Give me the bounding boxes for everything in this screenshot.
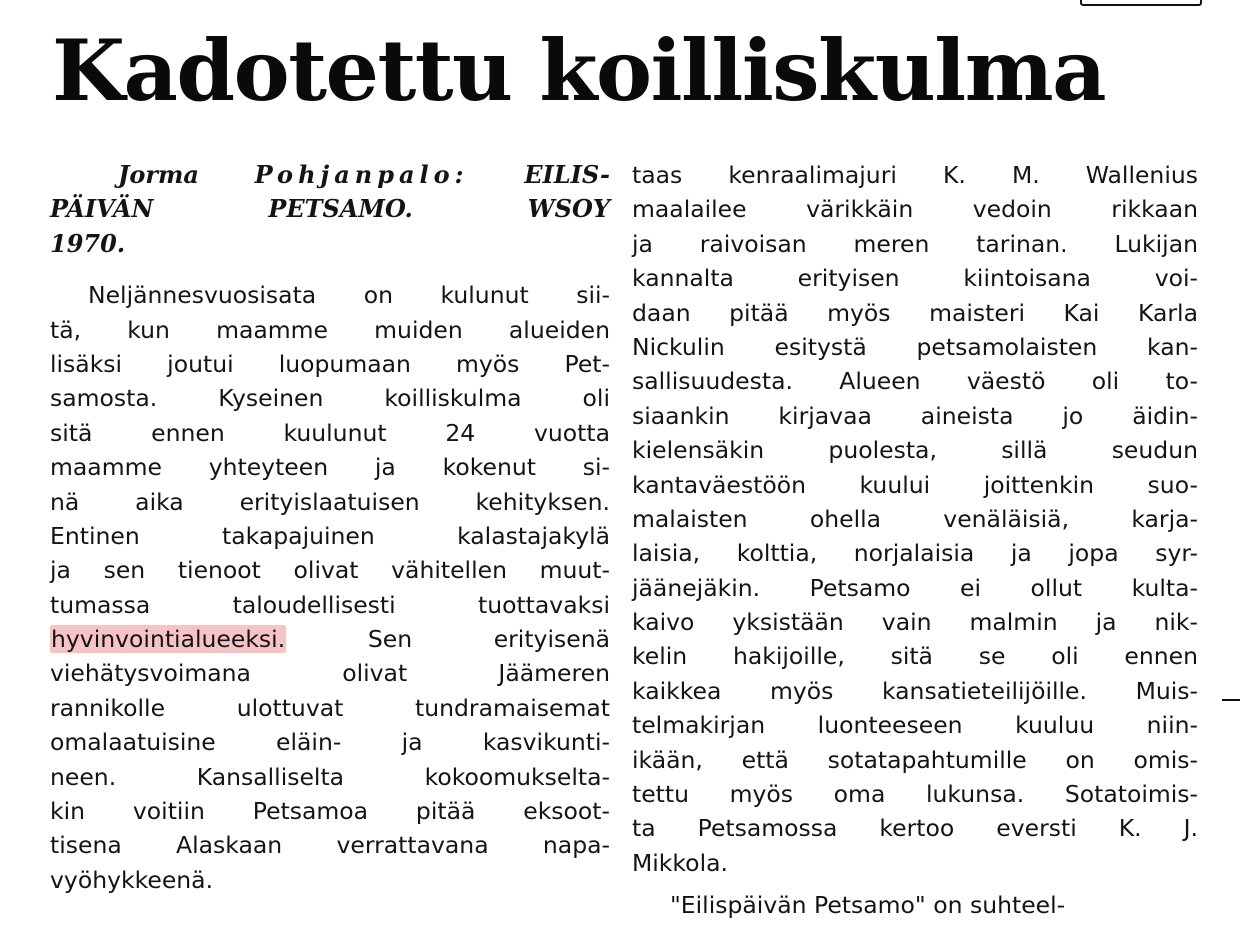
clipping-frame-edge	[1080, 0, 1202, 6]
text-line: ja raivoisan meren tarinan. Lukijan	[632, 229, 1198, 258]
text-line: jäänejäkin. Petsamo ei ollut kulta-	[632, 573, 1198, 602]
left-column	[50, 158, 610, 897]
byline-year: 1970.	[50, 228, 126, 258]
text-line: tumassa taloudellisesti tuottavaksi	[50, 590, 610, 619]
text-line: laisia, kolttia, norjalaisia ja jopa syr-	[632, 539, 1198, 568]
byline-line-1	[50, 158, 610, 192]
text-line: kaivo yksistään vain malmin ja nik-	[632, 608, 1198, 637]
text-line: taas kenraalimajuri K. M. Wallenius	[632, 161, 1198, 189]
text-line: Mikkola.	[632, 848, 728, 877]
text-line: samosta. Kyseinen koilliskulma oli	[50, 384, 610, 413]
text-line: ta Petsamossa kertoo eversti K. J.	[632, 814, 1198, 843]
text-line: sitä ennen kuulunut 24 vuotta	[50, 418, 610, 447]
text-line: maalailee värikkäin vedoin rikkaan	[632, 195, 1198, 224]
next-paragraph-line: "Eilispäivän Petsamo" on suhteel-	[670, 891, 1066, 920]
highlight-line-rest: Sen erityisenä	[367, 625, 610, 654]
text-line: malaisten ohella venäläisiä, karja-	[632, 504, 1198, 533]
byline-title-part1: EILIS-	[524, 160, 611, 189]
text-line: daan pitää myös maisteri Kai Karla	[632, 298, 1198, 327]
text-line: viehätysvoimana olivat Jäämeren	[50, 659, 610, 688]
margin-mark	[1222, 699, 1240, 701]
text-line: tä, kun maamme muiden alueiden	[50, 315, 610, 344]
text-line: rannikolle ulottuvat tundramaisemat	[50, 693, 610, 722]
text-line: Neljännesvuosisata on kulunut sii-	[88, 281, 610, 310]
text-line: omalaatuisine eläin- ja kasvikunti-	[50, 728, 610, 757]
byline-author-surname: Pohjanpalo:	[254, 160, 469, 189]
text-line: kannalta erityisen kiintoisana voi-	[632, 264, 1198, 293]
text-line: ja sen tienoot olivat vähitellen muut-	[50, 556, 610, 585]
text-line: nä aika erityislaatuisen kehityksen.	[50, 487, 610, 516]
right-column	[632, 158, 1198, 923]
text-line: lisäksi joutui luopumaan myös Pet-	[50, 349, 610, 378]
byline-title-part2: PÄIVÄN PETSAMO.	[50, 194, 413, 224]
highlighted-text-line	[50, 622, 610, 656]
text-line: tettu myös oma lukunsa. Sotatoimis-	[632, 780, 1198, 809]
text-line: kielensäkin puolesta, sillä seudun	[632, 436, 1198, 465]
text-line: ikään, että sotatapahtumille on omis-	[632, 745, 1198, 774]
text-line: sallisuudesta. Alueen väestö oli to-	[632, 367, 1198, 396]
byline-publisher: WSOY	[527, 194, 610, 224]
byline-line-2	[50, 192, 610, 226]
text-line: kaikkea myös kansatieteilijöille. Muis-	[632, 676, 1198, 705]
text-line: siaankin kirjavaa aineista jo äidin-	[632, 401, 1198, 430]
article-headline: Kadotettu koilliskulma	[52, 21, 1106, 120]
text-line: vyöhykkeenä.	[50, 865, 214, 894]
text-line: neen. Kansalliselta kokoomukselta-	[50, 762, 610, 791]
highlighted-word: hyvinvointialueeksi.	[51, 625, 286, 654]
text-line: kelin hakijoille, sitä se oli ennen	[632, 642, 1198, 671]
text-line: Nickulin esitystä petsamolaisten kan-	[632, 332, 1198, 361]
text-line: kin voitiin Petsamoa pitää eksoot-	[50, 797, 610, 826]
text-line: kantaväestöön kuului joittenkin suo-	[632, 470, 1198, 499]
byline-author: Jorma	[118, 160, 199, 189]
text-line: maamme yhteyteen ja kokenut si-	[50, 453, 610, 482]
text-line: telmakirjan luonteeseen kuuluu niin-	[632, 711, 1198, 740]
text-line: tisena Alaskaan verrattavana napa-	[50, 831, 610, 860]
text-line: Entinen takapajuinen kalastajakylä	[50, 521, 610, 550]
